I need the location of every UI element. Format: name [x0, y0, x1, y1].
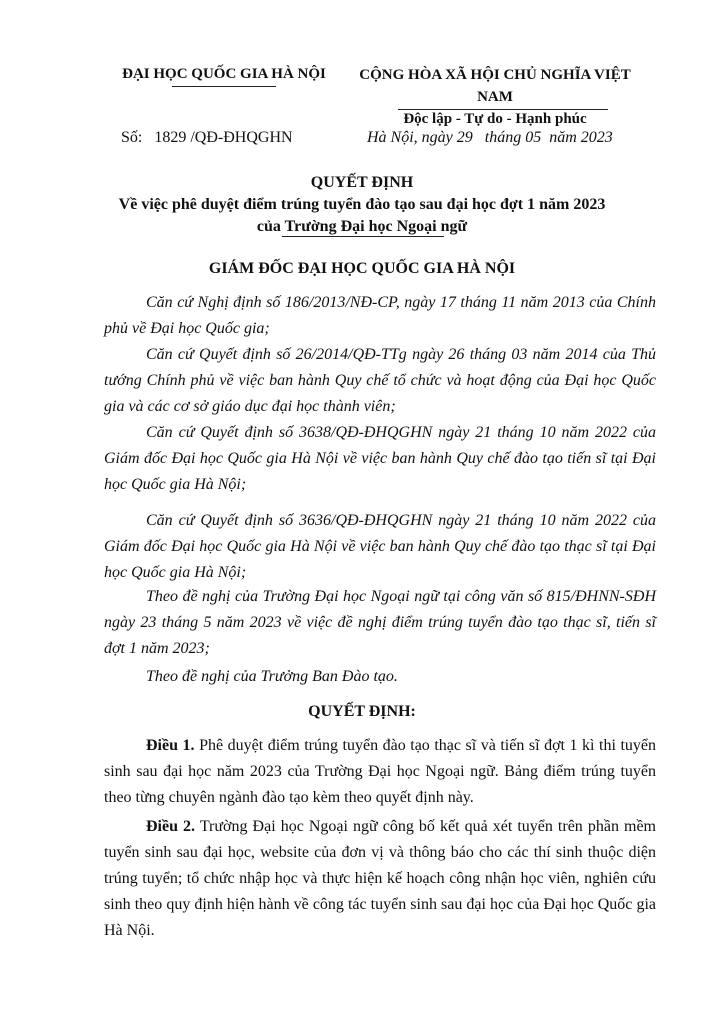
document-number-label: Số:: [121, 129, 143, 146]
document-subtitle-line1: Về việc phê duyệt điểm trúng tuyển đào tạo sau đại học đợt 1 năm 2023: [118, 196, 606, 213]
document-title: QUYẾT ĐỊNH: [310, 174, 414, 191]
issue-date: [367, 128, 613, 148]
motto-underline: [398, 109, 608, 110]
national-header: [342, 64, 648, 130]
article-2: [104, 814, 656, 944]
national-motto: Độc lập - Tự do - Hạnh phúc: [403, 111, 587, 127]
basis-paragraph-6: Theo đề nghị của Trưởng Ban Đào tạo.: [146, 668, 398, 685]
issuing-organization: ĐẠI HỌC QUỐC GIA HÀ NỘI: [122, 66, 326, 82]
article-2-label: Điều 2.: [146, 818, 196, 835]
document-number: [121, 128, 293, 148]
basis-paragraph-4: Căn cứ Quyết định số 3636/QĐ-ĐHQGHN ngày 21 tháng 10 năm 2022 của Giám đốc Đại học Quốc gia Hà Nội về việc ban hành Quy chế đào tạo thạc sĩ tại Đại học Quốc gia Hà Nội;: [104, 512, 656, 581]
title-underline: [282, 236, 444, 237]
document-subtitle-line2: của Trường Đại học Ngoại ngữ: [256, 218, 468, 235]
org-underline: [172, 86, 276, 87]
article-1-text: Phê duyệt điểm trúng tuyển đào tạo thạc sĩ và tiến sĩ đợt 1 kì thi tuyển sinh sau đại học năm 2023 của Trường Đại học Ngoại ngữ. Bảng điểm trúng tuyển theo từng chuyên ngành đào tạo kèm theo quyết định này.: [104, 737, 657, 806]
basis-paragraph-1: Căn cứ Nghị định số 186/2013/NĐ-CP, ngày 17 tháng 11 năm 2013 của Chính phủ về Đại học Quốc gia;: [104, 294, 656, 337]
document-number-value: 1829 /QĐ-ĐHQGHN: [154, 129, 293, 146]
article-1-label: Điều 1.: [146, 737, 195, 754]
basis-paragraph-5: Theo đề nghị của Trường Đại học Ngoại ngữ tại công văn số 815/ĐHNN-SĐH ngày 23 tháng 5 năm 2023 về việc đề nghị điểm trúng tuyển đào tạo thạc sĩ, tiến sĩ đợt 1 năm 2023;: [104, 588, 656, 657]
article-2-text: Trường Đại học Ngoại ngữ công bố kết quả xét tuyển trên phần mềm tuyển sinh sau đại học, website của đơn vị và thông báo cho các thí sinh thuộc diện trúng tuyển; tổ chức nhập học và thực hiện kế hoạch công nhận học viên, nghiên cứu sinh theo quy định hiện hành về công tác tuyển sinh sau đại học của Đại học Quốc gia Hà Nội.: [104, 818, 657, 939]
country-name: CỘNG HÒA XÃ HỘI CHỦ NGHĨA VIỆT NAM: [359, 67, 631, 105]
basis-paragraph-2: Căn cứ Quyết định số 26/2014/QĐ-TTg ngày 26 tháng 03 năm 2014 của Thủ tướng Chính phủ về việc ban hành Quy chế tổ chức và hoạt động của Đại học Quốc gia và các cơ sở giáo dục đại học thành viên;: [104, 346, 656, 415]
issue-date-text: Hà Nội, ngày 29 tháng 05 năm 2023: [367, 129, 613, 146]
issuing-authority: GIÁM ĐỐC ĐẠI HỌC QUỐC GIA HÀ NỘI: [208, 260, 516, 277]
title-block: [80, 172, 644, 238]
basis-paragraph-3: Căn cứ Quyết định số 3638/QĐ-ĐHQGHN ngày 21 tháng 10 năm 2022 của Giám đốc Đại học Quốc gia Hà Nội về việc ban hành Quy chế đào tạo tiến sĩ tại Đại học Quốc gia Hà Nội;: [104, 424, 656, 493]
article-1: [104, 733, 656, 811]
decision-heading: QUYẾT ĐỊNH:: [308, 703, 416, 720]
